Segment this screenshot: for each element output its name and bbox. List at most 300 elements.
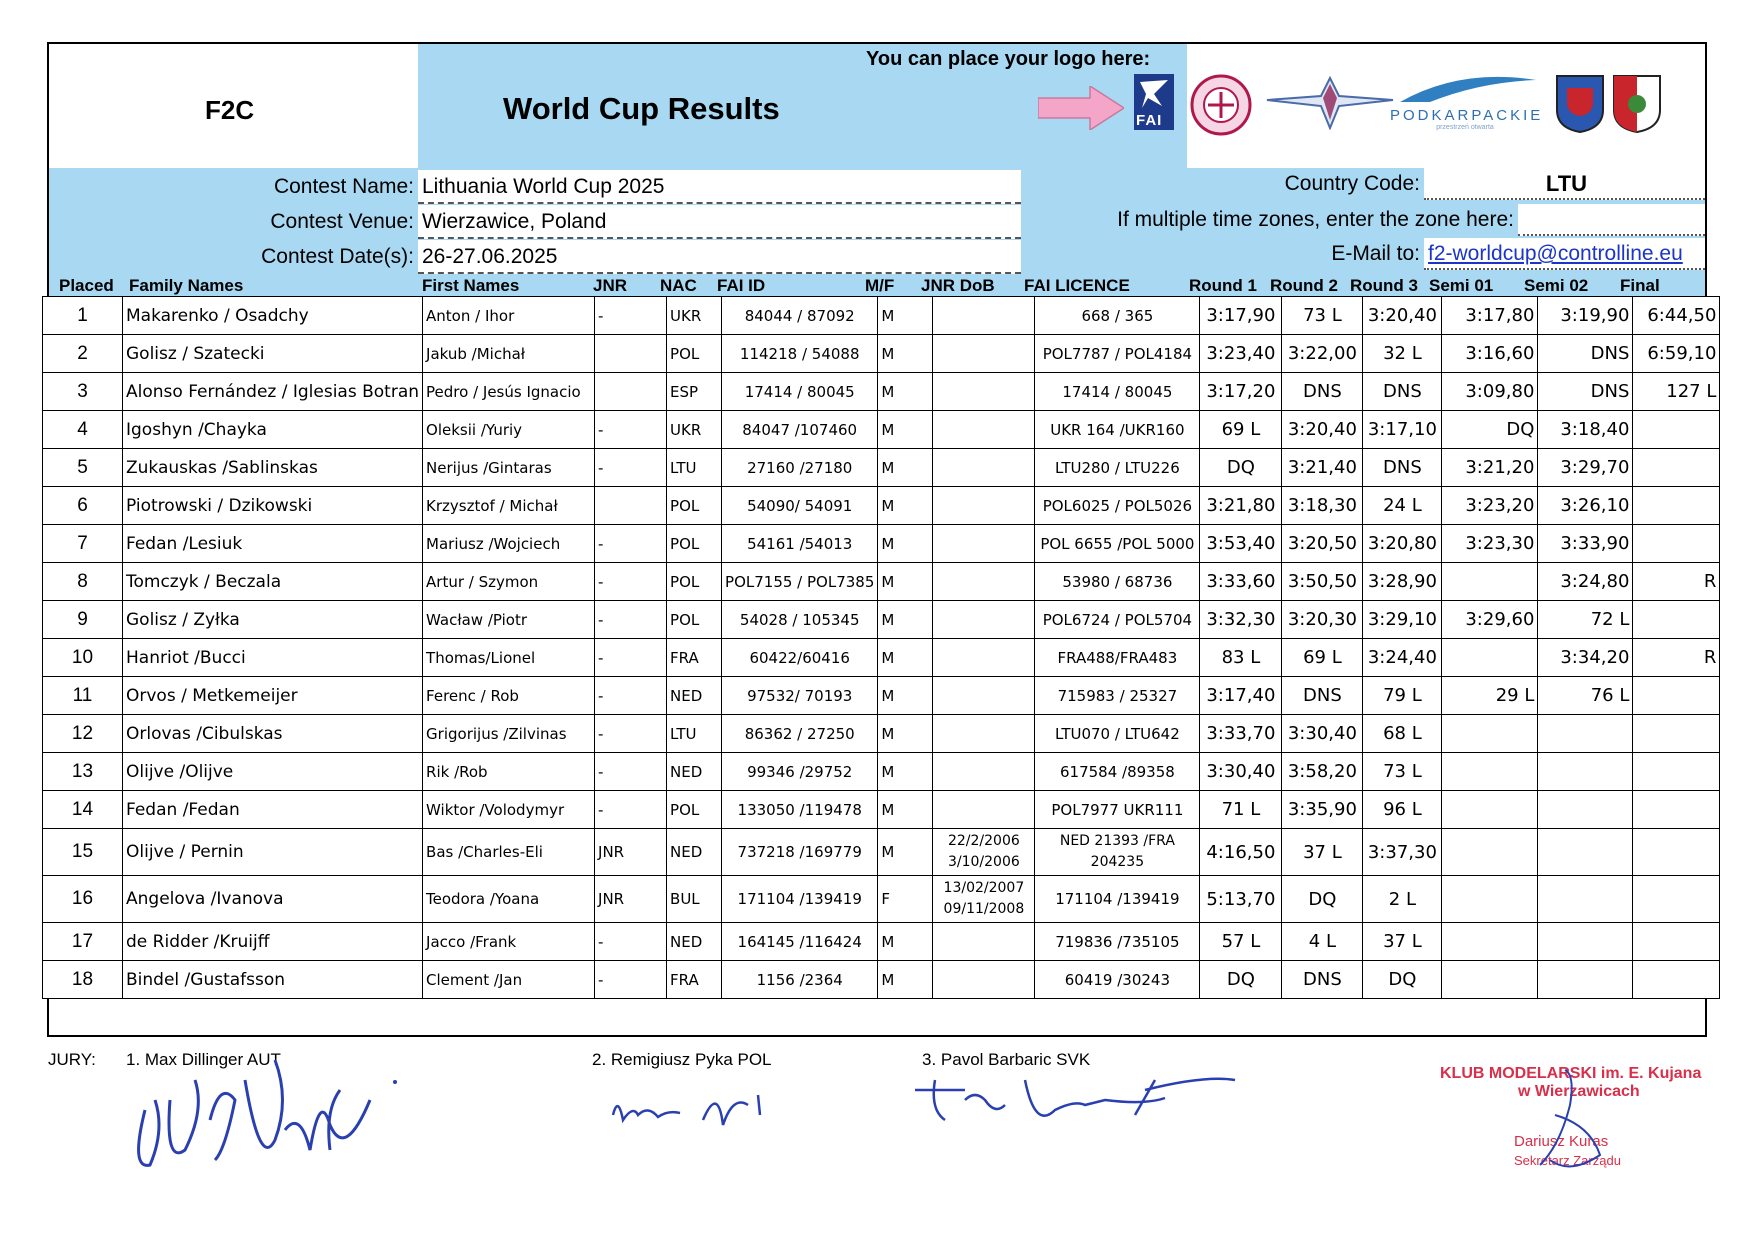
row-first-names: Ferenc / Rob — [423, 677, 595, 715]
row-jnr — [595, 335, 667, 373]
row-fai-licence: 715983 / 25327 — [1035, 677, 1200, 715]
row-family-names: Angelova /Ivanova — [123, 876, 423, 923]
row-mf: M — [878, 411, 933, 449]
row-semi-02 — [1538, 829, 1633, 876]
row-semi-02 — [1538, 753, 1633, 791]
row-first-names: Anton / Ihor — [423, 297, 595, 335]
row-fai-licence: 60419 /30243 — [1035, 961, 1200, 999]
row-round-3: 3:29,10 — [1363, 601, 1442, 639]
row-round-1: 4:16,50 — [1200, 829, 1282, 876]
row-round-1: 3:17,40 — [1200, 677, 1282, 715]
row-nac: POL — [667, 335, 722, 373]
row-semi-01 — [1442, 923, 1538, 961]
row-round-2: 3:21,40 — [1282, 449, 1363, 487]
table-row — [43, 373, 1720, 411]
stamp-line-2: w Wierzawicach — [1518, 1083, 1640, 1100]
row-fai-licence: LTU070 / LTU642 — [1035, 715, 1200, 753]
row-nac: NED — [667, 829, 722, 876]
row-mf: M — [878, 525, 933, 563]
row-final — [1633, 411, 1720, 449]
row-nac: NED — [667, 923, 722, 961]
row-round-1: 3:23,40 — [1200, 335, 1282, 373]
row-fai-licence: POL6025 / POL5026 — [1035, 487, 1200, 525]
row-mf: M — [878, 563, 933, 601]
row-round-1: 83 L — [1200, 639, 1282, 677]
row-family-names: Bindel /Gustafsson — [123, 961, 423, 999]
row-round-2: 3:18,30 — [1282, 487, 1363, 525]
row-semi-02: 3:24,80 — [1538, 563, 1633, 601]
row-final — [1633, 753, 1720, 791]
row-first-names: Krzysztof / Michał — [423, 487, 595, 525]
row-round-2: 3:35,90 — [1282, 791, 1363, 829]
row-semi-02: 76 L — [1538, 677, 1633, 715]
country-code-label: Country Code: — [1284, 172, 1420, 195]
row-jnr-dob — [933, 715, 1035, 753]
row-semi-02 — [1538, 961, 1633, 999]
row-nac: POL — [667, 487, 722, 525]
jury-member-2: 2. Remigiusz Pyka POL — [592, 1050, 772, 1069]
col-mf: M/F — [865, 276, 895, 295]
row-jnr-dob — [933, 639, 1035, 677]
row-jnr-dob — [933, 411, 1035, 449]
row-first-names: Clement /Jan — [423, 961, 595, 999]
row-final: 6:59,10 — [1633, 335, 1720, 373]
row-round-3: 68 L — [1363, 715, 1442, 753]
col-family-names: Family Names — [129, 276, 244, 295]
row-fai-id: 54161 /54013 — [722, 525, 878, 563]
row-mf: M — [878, 639, 933, 677]
row-first-names: Mariusz /Wojciech — [423, 525, 595, 563]
row-final: R — [1633, 639, 1720, 677]
row-fai-licence: UKR 164 /UKR160 — [1035, 411, 1200, 449]
row-fai-licence: 53980 / 68736 — [1035, 563, 1200, 601]
col-jnr: JNR — [593, 276, 628, 295]
row-jnr: JNR — [595, 876, 667, 923]
row-family-names: Golisz / Zyłka — [123, 601, 423, 639]
coat-of-arms-2-icon — [1612, 74, 1662, 134]
coat-of-arms-1-icon — [1555, 74, 1605, 134]
row-round-1: 3:17,90 — [1200, 297, 1282, 335]
row-round-1: 3:33,60 — [1200, 563, 1282, 601]
table-row — [43, 487, 1720, 525]
row-semi-02 — [1538, 923, 1633, 961]
row-semi-02: 3:29,70 — [1538, 449, 1633, 487]
table-row — [43, 791, 1720, 829]
row-jnr-dob — [933, 487, 1035, 525]
contest-dates-label: Contest Date(s): — [261, 245, 414, 268]
table-row — [43, 563, 1720, 601]
email-label: E-Mail to: — [1331, 242, 1420, 265]
row-placed: 13 — [43, 753, 123, 791]
row-final — [1633, 715, 1720, 753]
row-placed: 2 — [43, 335, 123, 373]
row-placed: 5 — [43, 449, 123, 487]
row-semi-01 — [1442, 961, 1538, 999]
row-round-1: 3:33,70 — [1200, 715, 1282, 753]
row-semi-01 — [1442, 876, 1538, 923]
row-final — [1633, 487, 1720, 525]
row-placed: 1 — [43, 297, 123, 335]
row-fai-licence: 668 / 365 — [1035, 297, 1200, 335]
row-round-1: 3:30,40 — [1200, 753, 1282, 791]
row-semi-01 — [1442, 639, 1538, 677]
table-row — [43, 677, 1720, 715]
row-round-2: DNS — [1282, 373, 1363, 411]
row-round-1: 69 L — [1200, 411, 1282, 449]
row-round-1: DQ — [1200, 961, 1282, 999]
row-jnr: - — [595, 715, 667, 753]
row-final — [1633, 677, 1720, 715]
row-round-1: 3:17,20 — [1200, 373, 1282, 411]
row-mf: M — [878, 487, 933, 525]
jury-label: JURY: — [48, 1050, 96, 1069]
row-mf: M — [878, 715, 933, 753]
col-round-1: Round 1 — [1189, 276, 1257, 295]
row-semi-01 — [1442, 829, 1538, 876]
row-fai-licence: POL7787 / POL4184 — [1035, 335, 1200, 373]
row-mf: M — [878, 297, 933, 335]
row-semi-01 — [1442, 791, 1538, 829]
row-family-names: Makarenko / Osadchy — [123, 297, 423, 335]
row-round-2: 3:20,30 — [1282, 601, 1363, 639]
row-semi-02 — [1538, 876, 1633, 923]
row-fai-id: 54090/ 54091 — [722, 487, 878, 525]
stamp-line-1: KLUB MODELARSKI im. E. Kujana — [1440, 1065, 1702, 1082]
row-round-3: 79 L — [1363, 677, 1442, 715]
row-fai-id: 99346 /29752 — [722, 753, 878, 791]
timezone-label: If multiple time zones, enter the zone here: — [1117, 208, 1514, 231]
row-round-2: 3:50,50 — [1282, 563, 1363, 601]
row-fai-id: 164145 /116424 — [722, 923, 878, 961]
row-round-3: 3:24,40 — [1363, 639, 1442, 677]
col-placed: Placed — [59, 276, 114, 295]
row-semi-01: 3:23,30 — [1442, 525, 1538, 563]
row-nac: FRA — [667, 639, 722, 677]
row-semi-01 — [1442, 563, 1538, 601]
row-round-2: DNS — [1282, 677, 1363, 715]
podkarpackie-logo-subtext: przestrzeń otwarta — [1436, 124, 1494, 131]
row-round-1: 3:21,80 — [1200, 487, 1282, 525]
row-round-3: 2 L — [1363, 876, 1442, 923]
row-placed: 8 — [43, 563, 123, 601]
row-family-names: Igoshyn /Chayka — [123, 411, 423, 449]
row-round-1: DQ — [1200, 449, 1282, 487]
class-code: F2C — [205, 95, 255, 125]
row-nac: ESP — [667, 373, 722, 411]
row-first-names: Pedro / Jesús Ignacio — [423, 373, 595, 411]
row-fai-licence: 17414 / 80045 — [1035, 373, 1200, 411]
row-nac: POL — [667, 601, 722, 639]
row-fai-licence: NED 21393 /FRA 204235 — [1035, 829, 1200, 876]
row-final — [1633, 791, 1720, 829]
row-nac: LTU — [667, 715, 722, 753]
row-fai-id: 114218 / 54088 — [722, 335, 878, 373]
row-fai-id: 737218 /169779 — [722, 829, 878, 876]
jury-member-1: 1. Max Dillinger AUT — [126, 1050, 281, 1069]
row-jnr-dob — [933, 525, 1035, 563]
row-fai-id: 60422/60416 — [722, 639, 878, 677]
row-round-3: DNS — [1363, 449, 1442, 487]
contest-venue-field[interactable]: Wierzawice, Poland — [418, 205, 1021, 239]
row-fai-id: 1156 /2364 — [722, 961, 878, 999]
row-jnr-dob — [933, 563, 1035, 601]
row-nac: POL — [667, 791, 722, 829]
row-first-names: Jakub /Michał — [423, 335, 595, 373]
row-fai-licence: POL6724 / POL5704 — [1035, 601, 1200, 639]
row-semi-02: DNS — [1538, 335, 1633, 373]
row-jnr: - — [595, 525, 667, 563]
table-row — [43, 923, 1720, 961]
row-semi-01: DQ — [1442, 411, 1538, 449]
row-round-2: DNS — [1282, 961, 1363, 999]
row-semi-01: 3:29,60 — [1442, 601, 1538, 639]
row-jnr: - — [595, 297, 667, 335]
row-fai-id: 27160 /27180 — [722, 449, 878, 487]
row-first-names: Wacław /Piotr — [423, 601, 595, 639]
fai-logo-text: FAI — [1136, 112, 1163, 129]
row-round-1: 3:32,30 — [1200, 601, 1282, 639]
table-row — [43, 411, 1720, 449]
row-jnr-dob — [933, 373, 1035, 411]
row-final — [1633, 876, 1720, 923]
row-mf: M — [878, 753, 933, 791]
row-semi-01: 29 L — [1442, 677, 1538, 715]
row-family-names: Piotrowski / Dzikowski — [123, 487, 423, 525]
row-fai-licence: LTU280 / LTU226 — [1035, 449, 1200, 487]
country-code-field[interactable]: LTU — [1424, 168, 1705, 200]
row-mf: M — [878, 923, 933, 961]
row-round-2: DQ — [1282, 876, 1363, 923]
table-row — [43, 525, 1720, 563]
row-placed: 10 — [43, 639, 123, 677]
row-mf: M — [878, 791, 933, 829]
row-jnr-dob — [933, 923, 1035, 961]
row-jnr-dob — [933, 791, 1035, 829]
podkarpackie-logo — [1390, 74, 1544, 131]
row-mf: M — [878, 961, 933, 999]
table-row — [43, 876, 1720, 923]
row-semi-02: 3:34,20 — [1538, 639, 1633, 677]
page-title: World Cup Results — [503, 91, 780, 126]
row-placed: 16 — [43, 876, 123, 923]
table-row — [43, 715, 1720, 753]
row-placed: 11 — [43, 677, 123, 715]
contest-name-label: Contest Name: — [273, 175, 414, 198]
row-placed: 9 — [43, 601, 123, 639]
row-round-3: 73 L — [1363, 753, 1442, 791]
logo-note: You can place your logo here: — [866, 48, 1151, 70]
row-fai-licence: POL 6655 /POL 5000 — [1035, 525, 1200, 563]
row-family-names: Alonso Fernández / Iglesias Botran — [123, 373, 423, 411]
row-jnr: - — [595, 449, 667, 487]
row-round-1: 57 L — [1200, 923, 1282, 961]
row-first-names: Rik /Rob — [423, 753, 595, 791]
fai-logo — [1132, 72, 1176, 132]
row-semi-01 — [1442, 753, 1538, 791]
col-round-2: Round 2 — [1270, 276, 1338, 295]
row-round-3: 3:37,30 — [1363, 829, 1442, 876]
row-final — [1633, 449, 1720, 487]
stamp-name: Dariusz Kuras — [1514, 1133, 1609, 1150]
row-jnr-dob — [933, 601, 1035, 639]
row-first-names: Bas /Charles-Eli — [423, 829, 595, 876]
row-fai-id: 17414 / 80045 — [722, 373, 878, 411]
row-jnr — [595, 487, 667, 525]
row-nac: LTU — [667, 449, 722, 487]
row-round-2: 3:20,40 — [1282, 411, 1363, 449]
col-semi-02: Semi 02 — [1524, 276, 1589, 295]
timezone-field[interactable] — [1518, 204, 1705, 236]
row-mf: M — [878, 601, 933, 639]
row-jnr-dob — [933, 449, 1035, 487]
row-round-2: 3:30,40 — [1282, 715, 1363, 753]
row-jnr: JNR — [595, 829, 667, 876]
row-mf: M — [878, 373, 933, 411]
row-jnr-dob — [933, 297, 1035, 335]
col-fai-licence: FAI LICENCE — [1024, 276, 1130, 295]
signature-3-icon — [905, 1060, 1245, 1150]
row-jnr: - — [595, 791, 667, 829]
row-final — [1633, 961, 1720, 999]
row-placed: 3 — [43, 373, 123, 411]
signature-1-icon — [125, 1040, 425, 1180]
podkarpackie-logo-text: PODKARPACKIE — [1390, 107, 1544, 124]
col-first-names: First Names — [422, 276, 520, 295]
row-round-3: DQ — [1363, 961, 1442, 999]
col-jnr-dob: JNR DoB — [921, 276, 995, 295]
row-first-names: Nerijus /Gintaras — [423, 449, 595, 487]
col-fai-id: FAI ID — [717, 276, 766, 295]
row-jnr: - — [595, 411, 667, 449]
row-jnr-dob — [933, 753, 1035, 791]
row-family-names: Fedan /Fedan — [123, 791, 423, 829]
row-fai-id: POL7155 / POL7385 — [722, 563, 878, 601]
row-final: 6:44,50 — [1633, 297, 1720, 335]
club-round-logo-icon — [1190, 74, 1252, 136]
club-stamp — [1440, 1065, 1730, 1185]
row-nac: UKR — [667, 297, 722, 335]
row-placed: 14 — [43, 791, 123, 829]
row-round-2: 3:22,00 — [1282, 335, 1363, 373]
results-table — [42, 296, 1720, 999]
contest-dates-field[interactable]: 26-27.06.2025 — [418, 240, 1021, 274]
row-jnr: - — [595, 677, 667, 715]
row-nac: NED — [667, 677, 722, 715]
row-fai-licence: 719836 /735105 — [1035, 923, 1200, 961]
row-fai-id: 97532/ 70193 — [722, 677, 878, 715]
row-semi-02: 3:33,90 — [1538, 525, 1633, 563]
col-semi-01: Semi 01 — [1429, 276, 1494, 295]
row-family-names: de Ridder /Kruijff — [123, 923, 423, 961]
row-jnr: - — [595, 923, 667, 961]
row-semi-02: 3:18,40 — [1538, 411, 1633, 449]
row-jnr-dob: 13/02/2007 09/11/2008 — [933, 876, 1035, 923]
row-final — [1633, 601, 1720, 639]
row-round-2: 73 L — [1282, 297, 1363, 335]
row-fai-licence: POL7977 UKR111 — [1035, 791, 1200, 829]
row-final — [1633, 923, 1720, 961]
row-jnr: - — [595, 639, 667, 677]
row-round-1: 71 L — [1200, 791, 1282, 829]
row-semi-02: 72 L — [1538, 601, 1633, 639]
row-semi-02 — [1538, 791, 1633, 829]
row-nac: POL — [667, 525, 722, 563]
row-round-3: DNS — [1363, 373, 1442, 411]
row-mf: M — [878, 829, 933, 876]
col-nac: NAC — [660, 276, 697, 295]
stamp-role: Sekretarz Zarządu — [1514, 1153, 1621, 1168]
row-nac: POL — [667, 563, 722, 601]
row-final: 127 L — [1633, 373, 1720, 411]
row-jnr: - — [595, 563, 667, 601]
row-semi-01: 3:23,20 — [1442, 487, 1538, 525]
row-jnr-dob: 22/2/2006 3/10/2006 — [933, 829, 1035, 876]
row-round-1: 5:13,70 — [1200, 876, 1282, 923]
row-placed: 17 — [43, 923, 123, 961]
row-mf: M — [878, 449, 933, 487]
row-round-2: 3:20,50 — [1282, 525, 1363, 563]
row-round-3: 3:20,80 — [1363, 525, 1442, 563]
row-first-names: Thomas/Lionel — [423, 639, 595, 677]
row-final: R — [1633, 563, 1720, 601]
row-placed: 4 — [43, 411, 123, 449]
row-jnr-dob — [933, 961, 1035, 999]
row-nac: FRA — [667, 961, 722, 999]
row-first-names: Jacco /Frank — [423, 923, 595, 961]
row-round-2: 69 L — [1282, 639, 1363, 677]
email-link[interactable]: f2-worldcup@controlline.eu — [1424, 238, 1705, 270]
row-first-names: Teodora /Yoana — [423, 876, 595, 923]
row-family-names: Orlovas /Cibulskas — [123, 715, 423, 753]
contest-venue-label: Contest Venue: — [270, 210, 414, 233]
col-final: Final — [1620, 276, 1660, 295]
row-semi-02: DNS — [1538, 373, 1633, 411]
row-placed: 7 — [43, 525, 123, 563]
row-round-2: 37 L — [1282, 829, 1363, 876]
row-jnr-dob — [933, 335, 1035, 373]
row-final — [1633, 525, 1720, 563]
row-jnr — [595, 373, 667, 411]
row-round-3: 32 L — [1363, 335, 1442, 373]
row-fai-licence: 617584 /89358 — [1035, 753, 1200, 791]
row-round-3: 96 L — [1363, 791, 1442, 829]
row-family-names: Fedan /Lesiuk — [123, 525, 423, 563]
table-row — [43, 297, 1720, 335]
row-nac: BUL — [667, 876, 722, 923]
row-mf: M — [878, 335, 933, 373]
col-round-3: Round 3 — [1350, 276, 1418, 295]
table-row — [43, 829, 1720, 876]
row-semi-01: 3:17,80 — [1442, 297, 1538, 335]
row-nac: NED — [667, 753, 722, 791]
row-fai-licence: 171104 /139419 — [1035, 876, 1200, 923]
row-semi-01: 3:09,80 — [1442, 373, 1538, 411]
row-family-names: Olijve / Pernin — [123, 829, 423, 876]
row-semi-02: 3:19,90 — [1538, 297, 1633, 335]
row-family-names: Hanriot /Bucci — [123, 639, 423, 677]
row-fai-id: 86362 / 27250 — [722, 715, 878, 753]
row-family-names: Golisz / Szatecki — [123, 335, 423, 373]
row-round-2: 3:58,20 — [1282, 753, 1363, 791]
row-family-names: Orvos / Metkemeijer — [123, 677, 423, 715]
row-jnr: - — [595, 601, 667, 639]
contest-name-field[interactable]: Lithuania World Cup 2025 — [418, 170, 1021, 204]
row-round-3: 3:20,40 — [1363, 297, 1442, 335]
jury-member-3: 3. Pavol Barbaric SVK — [922, 1050, 1091, 1069]
table-row — [43, 639, 1720, 677]
row-family-names: Zukauskas /Sablinskas — [123, 449, 423, 487]
wings-logo-icon — [1265, 76, 1395, 130]
